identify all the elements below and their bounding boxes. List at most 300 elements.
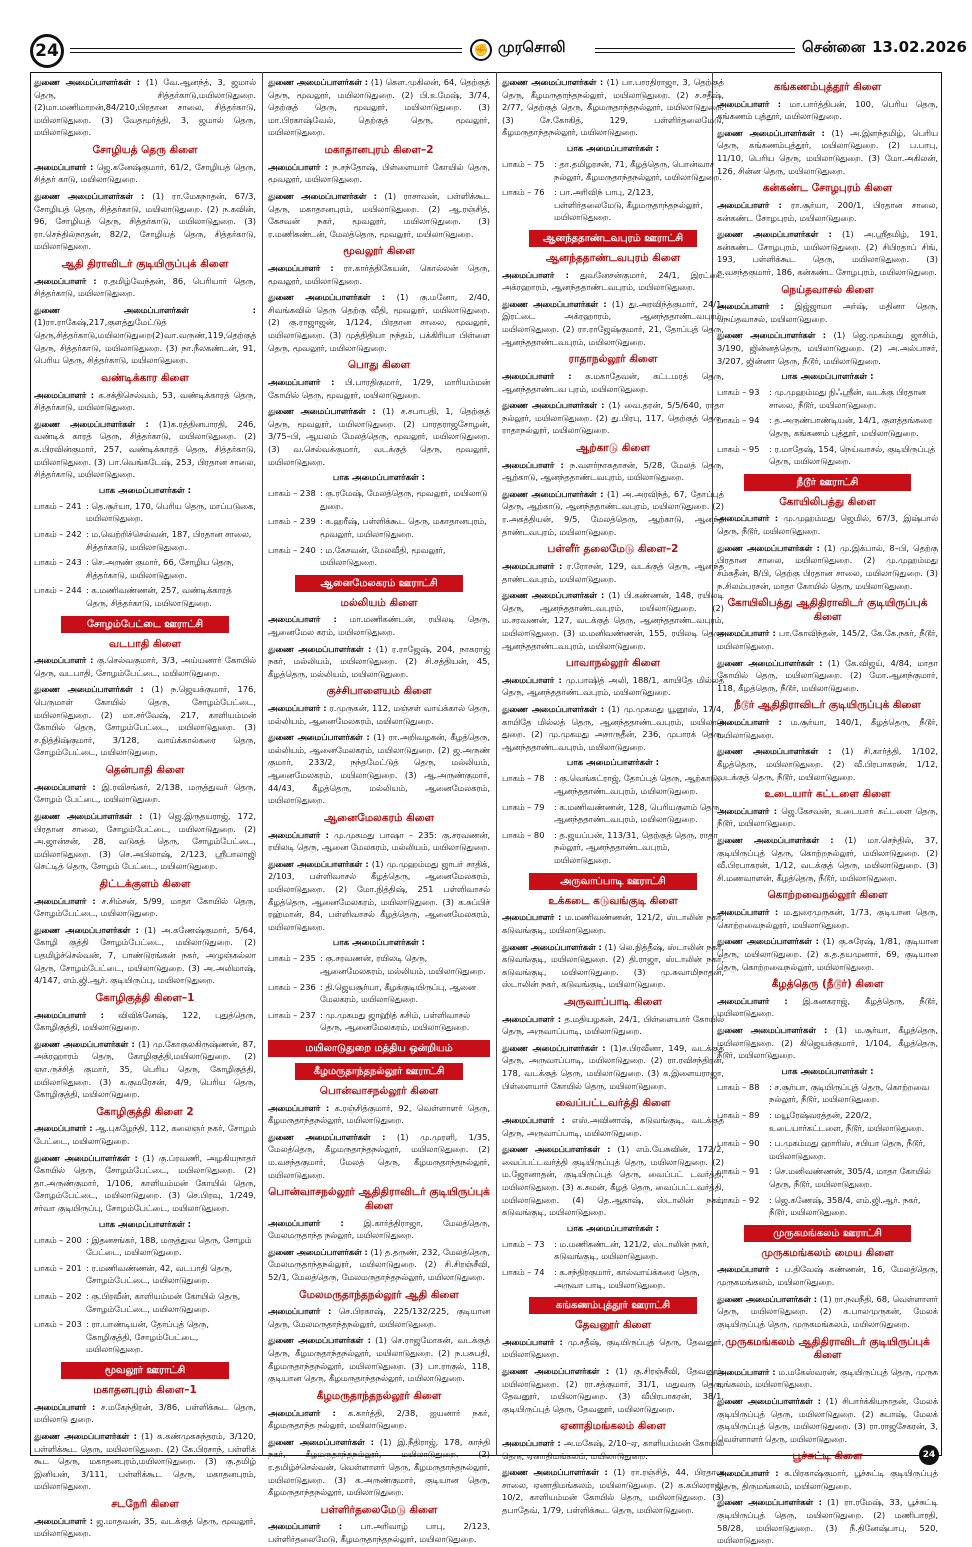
organizer-details: எஸ்.அவினாஷ், கடுவங்குடி, வடக்குத் தெரு, அருவாப்பாடி, மயிலாடுதுறை. — [502, 1114, 724, 1138]
role-label: அமைப்பாளர் : — [717, 199, 782, 210]
booth-subheading: பாக அமைப்பாளர்கள் : — [566, 758, 660, 769]
panchayat-band: மயிலாடுதுறை மத்திய ஒன்றியம் — [268, 1040, 490, 1057]
booth-subheading: பாக அமைப்பாளர்கள் : — [566, 144, 660, 155]
organizer-details: ர.ரோசன், 129, வடக்குத் தெரு, ஆனந்த தாண்டவபுரம், மயிலாடுதுறை. — [502, 560, 724, 584]
organizer-details: ப.திவேஷ் கண்ணன், 16, மேலத்தெரு, முருகமங்கலம், மயிலாடுதுறை. — [717, 1264, 938, 1288]
branch-heading: பாவாநல்லூர் கிளை — [565, 657, 661, 670]
panchayat-band: மூவலூர் ஊராட்சி — [61, 1362, 230, 1379]
role-label: அமைப்பாளர் : — [34, 781, 96, 792]
organizer-details: பா.அரிவாழ் பாபு, 2/123, பள்ளிர்தலைமேடு, கீழமருதாந்தநல்லூர், மயிலாடுதுறை. — [268, 1521, 491, 1545]
organizer-details: ஜெ.கனேஷ்குமார், 61/2, சோழியத் தெரு, சித்தர் காடு, மயிலாடுதுறை. — [34, 161, 256, 185]
booth-number: பாகம் – 78 — [502, 773, 545, 784]
organizer-paragraph — [268, 702, 490, 727]
organizer-paragraph — [268, 262, 490, 287]
branch-heading: சடநேரி கிளை — [111, 1497, 179, 1510]
branch-heading: பூச்சுட்டி கிளை — [792, 1450, 863, 1463]
organizer-details: ம.சூர்யா, 140/1, கீழத்தெரு, நீடூர், மயிலாடுதுறை. — [717, 717, 938, 740]
booth-entry — [502, 801, 724, 826]
booth-entry — [717, 443, 938, 468]
organizer-details: ம.மணிவண்ணன், 121/2, ஸ்டாலின் நகர், கடுவங்குடி, மயிலாடுதுறை. — [502, 912, 724, 935]
role-label: துணை அமைப்பாளர்கள் : — [34, 1152, 138, 1163]
booth-entry — [34, 1318, 256, 1356]
role-label: துணை அமைப்பாளர்கள் : — [717, 1497, 822, 1508]
booth-number: பாகம் – 201 — [34, 1262, 82, 1273]
organizer-paragraph — [502, 941, 724, 991]
organizer-details: (1) பி.கண்ணன், 148, ரயிலடி தெரு, ஆனந்ததாண்டவபுரம், மயிலாடுதுறை. (2) ம.சரவணன், 127, வடக்குத் தெரு, ஆனந்ததாண்டவபுரம், மயிலாடுதுறை. (3) ம.மனிவண்ணன், 155, ரயிலடி தெரு, ஆனந்ததாண்டவபுரம், மயிலாடுதுறை. — [502, 590, 724, 651]
organizer-details: ஜெ.கேசவன், உடையார் கட்டளை தெரு, நீடூர், மயிலாடுதுறை. — [717, 805, 938, 829]
role-label: துணை அமைப்பாளர்கள் : — [34, 1038, 135, 1049]
organizer-details: (1) ஜெ.இருதயராஜ், 172, பிரதான சாலை, சோழம்பேட்டை, மயிலாடுதுறை. (2) அ.ஜான்சன், 28, வடுகத் தெரு, சோழம்பேட்டை, மயிலாடுதுறை. (3) செ.அபிலாஷ், 2/123, ஸ்ரீபாலாஜி செட்டித் தெரு, சோழம் பேட்டை, மயிலாடுதுறை. — [34, 810, 256, 872]
organizer-paragraph — [717, 127, 938, 177]
booth-number: பாகம் – 91 — [717, 1166, 760, 1177]
organizer-paragraph — [502, 1365, 724, 1415]
booth-number: பாகம் – 90 — [717, 1138, 760, 1149]
organizer-paragraph — [268, 1246, 490, 1284]
organizer-details: (1) சிபார்க்கியநாதன், மேலக் குடியிருப்புத் தெரு, மயிலாடுதுறை. (2) சுபாஷ், மேலக் குடியிருப்புத் தெரு, மயிலாடுதுறை. (3) ரா.ராஜசேகரன், 3, வெள்ளாளர் தெரு, மயிலாடுதுறை. — [717, 1396, 938, 1444]
organizer-details: ஜ.மாதவன், 35, வடக்குத் தெரு, மூவலூர், மயிலாடுதுறை. — [34, 1515, 256, 1539]
role-label: அமைப்பாளர் : — [502, 1438, 561, 1449]
organizer-paragraph — [268, 405, 490, 468]
organizer-details: (1) ம.சூர்யா, கீழத்தெரு, மயிலாடுதுறை. (2) கிஜெயக்குமார், 1/104, கீழத்தெரு, நீடூர், மயிலாடுதுறை. — [717, 1025, 938, 1061]
role-label: துணை அமைப்பாளர்கள் : — [502, 298, 607, 309]
role-label: துணை அமைப்பாளர்கள் : — [717, 542, 820, 553]
booth-entry — [34, 1290, 256, 1315]
branch-heading: கொற்றவைநல்லூர் கிளை — [767, 889, 888, 902]
organizer-paragraph — [268, 76, 490, 139]
organizer-paragraph — [502, 76, 724, 139]
role-label: துணை அமைப்பாளர்கள் : — [502, 488, 604, 499]
organizer-details: ர.முருகன், 112, மஞ்சள் வாய்க்கால் தெரு, மல்லியம், ஆனைமேலகரம், மயிலாடுதுறை. — [268, 703, 491, 726]
footer-page-number: 24 — [919, 1445, 939, 1465]
booth-entry — [502, 158, 724, 183]
booth-organizer: : செ.அருண் குமார், 66, சோழிய தெரு, சித்தர்காடு, மயிலாடுதுறை. — [86, 557, 234, 580]
booth-subheading: பாக அமைப்பாளர்கள் : — [332, 938, 426, 949]
branch-heading: கங்கணம்புத்தூர் கிளை — [773, 81, 882, 93]
organizer-details: (1) மு.கோகுலகிருஷ்ணன், 87, அக்ரஹாரம் தெரு, கோழிகுத்தி,மயிலாடுதுறை. (2) ஞா.ருச்சித் குமார், 35, பெரிய தெரு, கோழிகுத்தி, மயிலாடுதுறை. (3) க.குமரேசன், 4/9, பெரிய தெரு, கோழிகுத்தி, மயிலாடுதுறை. — [34, 1038, 256, 1100]
organizer-details: மு.முகமது பாஷா – 235: கு.சரவணன், ரயிலடி தெரு, ஆனை மேலகரம், மல்லியம், மயிலாடுதுறை. — [268, 829, 491, 853]
branch-heading: கோழிகுத்தி கிளை–1 — [95, 991, 195, 1004]
branch-heading: ராதாநல்லூர் கிளை — [568, 353, 658, 366]
organizer-details: க.கார்த்தி, 2/38, ஐயனார் நகர், கீழமருதாந்த நல்லூர், மயிலாடுதுறை. — [268, 1407, 490, 1431]
booth-entry — [717, 1137, 938, 1162]
organizer-paragraph — [34, 924, 256, 987]
panchayat-band: கங்கணம்புத்தூர் ஊராட்சி — [529, 1297, 698, 1314]
organizer-details: (1) வே.ஆனந்த், 3, ஜமால் தெரு, சித்தர்காடு,மயிலாடுதுறை.(2)மா.மணிமாறன்,84/210,பிரதான சாலை, சித்தர்காடு, மயிலாடுதுறை. (3) வேதமூர்த்தி, 3, ஜமால் தெரு, மயிலாடுதுறை. — [34, 77, 256, 138]
booth-organizer: : ஜெ.கணேஷ், 358/4, எம்.ஜி.ஆர். நகர், நீடூர், மயிலாடுதுறை. — [769, 1194, 921, 1218]
booth-entry — [502, 1266, 724, 1291]
booth-organizer: : கு.சரவணன், ரயிலடி தெரு, ஆனைமேலகரம், மல்லியம், மயிலாடுதுறை. — [320, 953, 486, 976]
organizer-paragraph — [717, 512, 938, 537]
organizer-details: மா.மணிகண்டன், ரயிலடி தெரு, ஆனைமேல கரம், மயிலாடுதுறை. — [268, 614, 490, 637]
booth-number: பாகம் – 89 — [717, 1109, 760, 1120]
organizer-details: செ.பிரகாஷ், 225/132/225, குடியான தெரு, மேலமருதாந்தநல்லூர், மயிலாடுதுறை. — [268, 1306, 490, 1329]
branch-heading: உக்கடை கடுவங்குடி கிளை — [548, 894, 678, 907]
branch-heading: மூவலூர் கிளை — [343, 245, 415, 258]
booth-subheading: பாக அமைப்பாளர்கள் : — [781, 1066, 874, 1077]
organizer-paragraph — [34, 1515, 256, 1540]
edition-city: சென்னை — [802, 38, 866, 56]
branch-heading: வண்டிக்கார கிளை — [101, 371, 189, 384]
organizer-paragraph — [717, 300, 938, 325]
booth-number: பாகம் – 93 — [717, 387, 760, 398]
role-label: அமைப்பாளர் : — [717, 98, 782, 109]
role-label: துணை அமைப்பாளர்கள் : — [268, 1335, 371, 1346]
organizer-paragraph — [717, 935, 938, 973]
organizer-paragraph — [717, 1395, 938, 1445]
organizer-paragraph — [717, 1293, 938, 1331]
article-column-1 — [34, 76, 257, 1539]
role-label: துணை அமைப்பாளர்கள் : — [502, 77, 604, 87]
booth-number: பாகம் – 240 — [268, 544, 316, 555]
booth-entry — [717, 1165, 938, 1190]
role-label: துணை அமைப்பாளர்கள் : — [502, 941, 602, 952]
booth-organizer: : இதனசங்கர், 188, மருத்துவ தெரு, சோழம் பேட்டை, மயிலாடுதுறை. — [86, 1234, 252, 1258]
booth-organizer: : தெ.சூர்யா, 170, பெரிய தெரு, மாப்படுகை, மயிலாடுதுறை. — [86, 500, 256, 524]
organizer-paragraph — [717, 98, 938, 123]
panchayat-band: நீடூர் ஊராட்சி — [744, 474, 912, 491]
organizer-details: (1) கு.மனோ, 2/40, சிவங்கவில் தெரு தெற்கு வீதி, மூவலூர், மயிலாடுதுறை. (2) கு.ராஜாஜன், 1/124, பிரதான சாலை, மூவலூர், மயிலாடுதுறை. (3) முத்திதியா நந்தம், பக்கிரியா பிள்ளை தெரு, மூவலூர், மயிலாடுதுறை. — [268, 292, 491, 353]
booth-organizer: : க.சந்திரகுமார், கால்வாய்க்கரை தெரு, அருவா பாடி, மயிலாடுதுறை. — [554, 1266, 700, 1290]
role-label: அமைப்பாளர் : — [34, 1515, 94, 1526]
booth-number: பாகம் – 76 — [502, 187, 545, 198]
role-label: அமைப்பாளர் : — [502, 459, 564, 470]
organizer-paragraph — [268, 829, 490, 854]
panchayat-band: முருகமங்கலம் ஊராட்சி — [744, 1225, 912, 1242]
branch-heading: திட்டக்குளம் கிளை — [99, 877, 191, 890]
booth-entry — [268, 981, 490, 1006]
role-label: அமைப்பாளர் : — [34, 1401, 96, 1412]
paper-logo-icon: ✊ — [470, 39, 492, 61]
panchayat-band: சோழம்பேட்டை ஊராட்சி — [61, 616, 230, 633]
organizer-details: க.ரஞ்சித்குமார், 92, வெள்ளாளர் தெரு, கீழமருதாந்தநல்லூர், மயிலாடுதுறை. — [268, 1102, 490, 1126]
organizer-paragraph — [502, 1437, 724, 1462]
booth-number: பாகம் – 244 — [34, 585, 82, 596]
organizer-details: ர.தமிழ்வேந்தன், 86, பெரியார் தெரு, சித்தர்காடு, மயிலாடுதுறை. — [34, 275, 256, 299]
organizer-details: (1) து.அரவிந்த்குமார், 24/1, இரட்டை அக்ரஹாரம், ஆனந்ததாண்டவபுரம், மயிலாடுதுறை. (2) ரா.ராஜேஷ்குமார், 21, தோப்புத் தெரு, ஆனந்ததாண்டவபுரம், மயிலாடுதுறை. — [502, 298, 724, 347]
organizer-paragraph — [34, 810, 256, 873]
role-label: அமைப்பாளர் : — [717, 1264, 779, 1275]
organizer-paragraph — [717, 805, 938, 830]
organizer-paragraph — [502, 560, 724, 585]
branch-heading: முருகமங்கலம் ஆதிதிராவிடர் குடியிருப்புக் கிளை — [725, 1335, 930, 1362]
organizer-paragraph — [717, 657, 938, 695]
booth-number: பாகம் – 236 — [268, 981, 316, 992]
booth-entry — [268, 952, 490, 977]
organizer-paragraph — [502, 674, 724, 699]
booth-subheading: பாக அமைப்பாளர்கள் : — [332, 473, 426, 484]
booth-organizer: : மயூரேஷ்வரத்தன், 220/2, உடையார்கட்டளை, நீடூர், மயிலாடுதுறை. — [769, 1109, 925, 1133]
role-label: துணை அமைப்பாளர்கள் : — [717, 330, 827, 341]
booth-number: பாகம் – 95 — [717, 443, 760, 454]
organizer-paragraph — [717, 329, 938, 367]
branch-heading: சோழியத் தெரு கிளை — [92, 144, 198, 157]
organizer-paragraph — [502, 911, 724, 936]
organizer-paragraph — [717, 1263, 938, 1288]
booth-entry — [717, 1109, 938, 1134]
organizer-paragraph — [34, 1122, 256, 1147]
role-label: அமைப்பாளர் : — [717, 1468, 779, 1479]
organizer-details: (1) ந.ஜெயக்குமார், 176, பெருமாள் கோயில் தெரு, சோழம்பேட்டை, மயிலாடுதுறை. (2) மா.சர்வேஷ், 217, காளியம்மன் கோயில் தெரு, சோழம்பேட்டை, மயிலாடுதுறை. (3) ச.நித்திஷ்குமார், 3/128, வாய்க்கால்கரை தெரு, சோழம்பேட்டை, மயிலாடுதுறை. — [34, 684, 257, 758]
organizer-paragraph — [717, 1366, 938, 1391]
paper-name: முரசொலி — [498, 38, 566, 56]
branch-heading: ஆற்காடு கிளை — [576, 441, 650, 454]
role-label: துணை அமைப்பாளர்கள் : — [717, 746, 832, 757]
branch-heading: ஆனைமேலகரம் கிளை — [323, 811, 435, 824]
booth-organizer: : கு.வெங்கட்ராஜ், தோப்புத் தெரு, ஆற்காடு, ஆனந்ததாண்டவபுரம், மயிலாடுதுறை. — [554, 773, 721, 796]
role-label: துணை அமைப்பாளர்கள் : — [268, 732, 370, 743]
organizer-details: (1) சி.கார்த்தி, 1/102, கீழத்தெரு, மயிலாடுதுறை. (2) வீ.பிரபாகரன், 1/12, வடக்குத் தெரு, நீடூர், மயிலாடுதுறை. — [717, 746, 938, 782]
organizer-paragraph — [34, 895, 256, 920]
organizer-paragraph — [268, 376, 490, 401]
role-label: அமைப்பாளர் : — [717, 805, 778, 816]
organizer-details: துவனேசன்குமார், 24/1, இரட்டை அக்ரஹாரம், ஆனந்ததாண்டவபுரம், மயிலாடுதுறை. — [502, 269, 724, 293]
role-label: அமைப்பாளர் : — [34, 161, 94, 172]
role-label: துணை அமைப்பாளர்கள் : — [502, 1365, 610, 1376]
role-label: துணை அமைப்பாளர்கள் : — [717, 1025, 828, 1035]
organizer-paragraph — [268, 613, 490, 638]
organizer-paragraph — [268, 1520, 490, 1545]
role-label: துணை அமைப்பாளர்கள் : — [34, 924, 139, 935]
booth-organizer: : க.ஹரீஷ், பள்ளிக்கூட தெரு, மகாதானபுரம், மூவலூர், மயிலாடுதுறை. — [320, 516, 487, 539]
branch-heading: நெய்தவாசல் கிளை — [781, 283, 874, 296]
booth-number: பாகம் – 242 — [34, 528, 82, 539]
organizer-paragraph — [34, 418, 256, 481]
branch-heading: முருகமங்கலம் மைய கிளை — [761, 1246, 894, 1259]
organizer-paragraph — [34, 781, 256, 806]
role-label: துணை அமைப்பாளர்கள் : — [717, 657, 823, 668]
role-label: அமைப்பாளர் : — [502, 269, 569, 280]
organizer-details: (1) ர.ராஜேஷ், 204, நாகராஜ் நகர், மல்லியம், மயிலாடுதுறை. (2) சி.சத்தியன், 45, கீழத்தெரு, மல்லியம், மயிலாடுதுறை. — [268, 643, 490, 679]
organizer-paragraph — [502, 1466, 724, 1516]
booth-organizer: : த.அருண்பாண்டியன், 14/1, குளத்தங்கரை தெரு, கங்கணம் புத்தூர், மயிலாடுதுறை. — [769, 415, 933, 439]
organizer-paragraph — [34, 190, 256, 253]
organizer-paragraph — [34, 161, 256, 186]
organizer-paragraph — [717, 627, 938, 652]
role-label: துணை அமைப்பாளர்கள் : — [502, 704, 605, 715]
organizer-details: இ.கார்த்திராஜா, மேலத்தெரு, மேலமருதாந்த நல்லூர், மயிலாடுதுறை. — [268, 1217, 490, 1241]
booth-subheading: பாக அமைப்பாளர்கள் : — [98, 1219, 192, 1230]
booth-number: பாகம் – 241 — [34, 500, 82, 511]
booth-organizer: : ம.மணிகண்டன், 121/2, ஸ்டாலின் நகர், கடுவங்குடி, மயிலாடுதுறை. — [554, 1238, 710, 1262]
organizer-details: க.மகாதேவன், கட்டமரத் தெரு, ஆனந்ததாண்டவ புரம், மயிலாடுதுறை. — [502, 370, 725, 394]
booth-entry — [717, 1081, 938, 1106]
role-label: துணை அமைப்பாளர்கள் : — [34, 810, 143, 821]
role-label: துணை அமைப்பாளர்கள் : — [268, 1246, 368, 1257]
organizer-paragraph — [502, 703, 724, 753]
organizer-paragraph — [34, 1430, 256, 1493]
organizer-details: (1) லெ.நித்தீஷ், ஸ்டாலின் நகர், கடுவங்குடி, மயிலாடுதுறை. (2) தி.ராஜா, ஸ்டாலின் நகர், கடுவங்குடி, மயிலாடுதுறை. (3) மு.சுவாமிநாதன், ஸ்டாலின் நகர், கடுவங்குடி, மயிலாடுதுறை. — [502, 941, 725, 990]
role-label: துணை அமைப்பாளர்கள் : — [268, 1436, 374, 1447]
branch-heading: குச்சிபாளையம் கிளை — [326, 685, 432, 698]
booth-entry — [34, 556, 256, 581]
organizer-paragraph — [502, 1143, 724, 1219]
branch-heading: பொது கிளை — [347, 359, 411, 372]
role-label: துணை அமைப்பாளர்கள் : — [717, 936, 820, 947]
organizer-details: (1) அ.அரவிந்த், 67, தோப்புத் தெரு, ஆற்காடு, ஆனந்ததாண்டவபுரம், மயிலாடுதுறை. (2) ர.அகத்தியன், 9/5, மேலத்தெரு, ஆற்காடு, ஆனந்த தாண்டவபுரம், மயிலாடுதுறை. — [502, 488, 725, 537]
organizer-details: (1) மா.செந்தில், 37, குடியிருப்புத் தெரு, கொற்றநல்லூர், மயிலாடுதுறை. (2) வீ.பிரபாகரன், 1/12, வடக்குத் தெரு, மயிலாடுதுறை. (3) சி.மணவாளன், கீழத்தெரு, நீடூர், மயிலாடுதுறை. — [717, 835, 938, 883]
panchayat-band: ஆனைமேலகரம் ஊராட்சி — [295, 575, 464, 592]
organizer-paragraph — [268, 1334, 490, 1384]
role-label: அமைப்பாளர் : — [34, 1009, 104, 1020]
organizer-paragraph — [34, 1152, 256, 1215]
organizer-details: மு.முஹம்மது ஜெமில், 67/3, இஷ்பால் தெரு, நீடூர், மயிலாடுதுறை. — [717, 513, 939, 537]
organizer-details: இஜ்ஜாமா அர்ஷ், மதினா தெரு, நெய்தவாசல், மயிலாடுதுறை. — [717, 301, 938, 324]
organizer-details: (1) மு.இக்பால், 8–பி, தெற்கு பிரதான சாலை, மயிலாடுதுறை. (2) மு.முஹம்மது சம்சுதீன், 8/பி, தெற்கு பிரதான சாலை, மயிலாடுதுறை. (3) ந.சிலம்பரசன், மாதா கோயில் தெரு, மயிலாடுதுறை. — [717, 542, 938, 591]
role-label: துணை அமைப்பாளர்கள் : — [502, 1144, 611, 1155]
booth-entry — [502, 1238, 724, 1263]
organizer-details: (1)க.ரத்தினபாரதி, 246, வண்டிக் காரத் தெரு, சித்தர்காடு, மயிலாடுதுறை. (2) க.பிரவின்குமார், 257, வண்டிக்காரத் தெரு, சித்தர்காடு, மயிலாடுதுறை. (3) பா.வெங்கடேஷ், 253, பிரதான சாலை, சித்தர்காடு, மயிலாடுதுறை. — [34, 418, 257, 480]
organizer-details: ம.மகேஸ்வரன், குடியிருப்புத் தெரு, முருக மங்கலம், மயிலாடுதுறை. — [717, 1366, 938, 1390]
role-label: துணை அமைப்பாளர்கள் : — [34, 418, 149, 429]
organizer-details: ச.மகேந்திரன், 3/86, பள்ளிக்கூட தெரு, மயிலாடு துறை. — [34, 1401, 256, 1425]
organizer-paragraph — [502, 399, 724, 437]
booth-organizer: : ம.வெற்றிச்செல்வன், 187, பிரதான சாலை, சித்தர்காடு, மயிலாடுதுறை. — [86, 528, 252, 552]
branch-heading: வைப்பட்டவர்த்தி கிளை — [555, 1097, 671, 1110]
page-number-badge: 24 — [30, 34, 64, 68]
panchayat-band: அருவாப்பாடி ஊராட்சி — [529, 873, 698, 890]
branch-heading: மேலமருதாந்தநல்லூர் ஆதி கிளை — [299, 1288, 459, 1301]
booth-organizer: : தி.ஜெயசூர்யா, கீழக்குடியிருப்பு, ஆனை மேலகரம், மயிலாடுதுறை. — [320, 981, 476, 1005]
organizer-details: (1) மு.முகமது யூனூஸ், 17/4, காயிதே மில்லத் தெரு, ஆனந்ததாண்டவபுரம், மயிலாடு துறை. (2) மு.முகமது அசாருதீன், 236, முபாரக் தெரு, ஆனந்ததாண்டவபுரம், மயிலாடுதுறை. — [502, 704, 724, 752]
role-label: துணை அமைப்பாளர்கள் : — [502, 400, 605, 411]
role-label: அமைப்பாளர் : — [502, 674, 562, 685]
organizer-details: (1) பா.பாரதிராஜா, 3, தெற்குத் தெரு, கீழமருதாந்தநல்லூர், மயிலாடுதுறை. (2) ச.சதீஷ், 2/77, தெற்குத் தெரு, கீழமருதாந்தநல்லூர், மயிலாடுதுறை. (3) சே.கோகித், 129, பள்ளிர்தலைமேடு, கீழமருதாந்தநல்லூர், மயிலாடுதுறை. — [502, 77, 725, 138]
organizer-details: (1) க.கண்முகசுந்தரம், 3/120, பள்ளிக்கூட தெரு, மயிலாடுதுறை. (2) கே.பிரசாந், பள்ளிக் கூட தெரு, மகாதனபுரம்,மயிலாடுதுறை. (3) கு.தமிழ் இனியன், 3/111, பள்ளிக்கூட தெரு, மகாதனபுரம், மயிலாடுதுறை. — [34, 1430, 256, 1492]
booth-number: பாகம் – 239 — [268, 516, 316, 527]
role-label: துணை அமைப்பாளர்கள் : — [268, 858, 369, 869]
booth-organizer: : ரா.பாண்டியன், தோப்புத் தெரு, கோழிகுத்தி, சோழம்பேட்டை, மயிலாடுதுறை. — [86, 1319, 210, 1355]
organizer-details: மு.சதீஷ், குடியிருப்புத் தெரு, தேவனூர், மயிலாடுதுறை. — [502, 1336, 724, 1360]
branch-heading: வடபாதி கிளை — [109, 637, 181, 650]
organizer-details: மா.பார்த்திபன், 100, பெரிய தெரு, கங்கணம் புத்தூர், மயிலாடுதுறை. — [717, 98, 938, 122]
column-divider — [262, 72, 263, 1456]
branch-heading: அருவாப்பாடி கிளை — [563, 995, 663, 1008]
organizer-details: ந.வளர்நாகதாசன், 5/28, மேலத் தெரு, ஆற்காடு, ஆனந்ததாண்டவபுரம், மயிலாடுதுறை. — [502, 459, 724, 483]
role-label: துணை அமைப்பாளர்கள் : — [502, 590, 605, 601]
organizer-paragraph — [717, 1024, 938, 1062]
organizer-paragraph — [502, 269, 724, 294]
organizer-paragraph — [502, 1336, 724, 1361]
branch-heading: தேவனூர் கிளை — [575, 1319, 651, 1332]
branch-heading: ஆதி திராவிடர் குடியிருப்புக் கிளை — [61, 257, 229, 270]
organizer-paragraph — [34, 1038, 256, 1101]
branch-heading: ஆனந்ததாண்டவபுரம் கிளை — [545, 252, 681, 264]
booth-entry — [34, 500, 256, 525]
branch-heading: கோயிலிபத்து ஆதிதிராவிடர் குடியிருப்புக் கிளை — [727, 597, 928, 623]
role-label: அமைப்பாளர் : — [717, 301, 784, 312]
organizer-paragraph — [268, 858, 490, 934]
role-label: துணை அமைப்பாளர்கள் : — [34, 1430, 137, 1441]
booth-number: பாகம் – 237 — [268, 1009, 316, 1020]
organizer-paragraph — [268, 1131, 490, 1181]
organizer-details: (1) கு.சிரஞ்சீவி, தேவனூர், மயிலாடுதுறை. (2) ரா.சத்குமார், 31/1, மதுவரு தெரு, தேவனூர், மயிலாடுதுறை. (3) வீபிரபாகரன், 38/1, குடியிருப்புத் தெரு, தேவனூர், மயிலாடுதுறை. — [502, 1365, 725, 1414]
branch-heading: நீடூர் ஆதிதிராவிடர் குடியிருப்புக் கிளை — [734, 699, 921, 712]
organizer-details: விவிக்னேஷ், 122, புதுத்தெரு, கோழிகுத்தி, மயிலாடுதுறை. — [34, 1009, 256, 1033]
panchayat-band: கீழமருதாந்தநல்லூர் ஊராட்சி — [295, 1063, 464, 1080]
organizer-paragraph — [717, 716, 938, 741]
booth-organizer: : ர.மாதேஷ், 154, நெய்வாசல், குடியிருப்புத் தெரு, மயிலாடுதுறை. — [769, 443, 936, 467]
organizer-details: ம.துரைமுருகன், 1/73, குடியான தெரு, கொற்றவைநல்லூர், மயிலாடுதுறை. — [717, 907, 938, 930]
role-label: அமைப்பாளர் : — [268, 161, 329, 172]
organizer-paragraph — [717, 1467, 938, 1492]
role-label: துணை அமைப்பாளர்கள் : — [717, 229, 832, 240]
role-label: அமைப்பாளர் : — [717, 628, 776, 639]
booth-organizer: : மு.முஹம்மது நிஃஸ்ரீன், வடக்கு பிரதான சாலை, நீடூர், மயிலாடுதுறை. — [769, 387, 926, 410]
organizer-details: (1) இ.நீதிராஜ், 178, காந்தி நகர், கீழமருதாந்தநல்லூர், மயிலாடுதுறை. (2) ர.தமிழ்ச்செல்வன், வெள்ளாளர் தெரு, கீழமருதாந்தநல்லூர், மயிலாடுதுறை. (3) க.அருண்குமார், குடியான தெரு, கீழமருதாந்தநல்லூர், மயிலாடுதுறை. — [268, 1436, 491, 1498]
role-label: துணை அமைப்பாளர்கள் : — [717, 835, 834, 846]
role-label: துணை அமைப்பாளர்கள் : — [268, 406, 376, 417]
branch-heading: கோயிலிபத்து கிளை — [779, 495, 876, 508]
organizer-details: பி.பாரதிகுமார், 1/29, மாரியம்மன் கோயில் தெரு, மூவலூர், மயிலாடுதுறை. — [268, 376, 490, 400]
booth-entry — [34, 1262, 256, 1287]
role-label: துணை அமைப்பாளர்கள் : — [268, 190, 378, 201]
role-label: துணை அமைப்பாளர்கள் : — [717, 127, 825, 138]
booth-number: பாகம் – 88 — [717, 1081, 760, 1092]
organizer-details: (1) கௌ.முகிலன், 64, தெற்குத் தெரு, மூவலூர், மயிலாடுதுறை. (2) பி.உமேஷ், 3/74, தெற்குத் தெரு, மூவலூர், மயிலாடுதுறை. (3) மா.பிரகாஷ்வேல், தெற்குத் தெரு, மூவலூர், மயிலாடுதுறை. — [268, 77, 490, 138]
role-label: அமைப்பாளர் : — [34, 389, 95, 400]
role-label: அமைப்பாளர் : — [502, 1114, 565, 1125]
branch-heading: பொன்வாசநல்லூர் கிளை — [319, 1085, 439, 1097]
booth-number: பாகம் – 202 — [34, 1291, 82, 1302]
role-label: அமைப்பாளர் : — [502, 560, 563, 571]
organizer-details: (1) மு.முஹம்மது ஜாபர் சாதிக், 2/103, பள்ளிவாசல் கீழத்தெரு, ஆனைமேலகரம், மயிலாடுதுறை. (2) மோ.நித்திஷ், 251 பள்ளிவாசல் கீழத்தெரு, ஆனைமேலகரம், மயிலாடுதுறை. (3) க.சுப்பிச் ரஹ்மான், 84, பள்ளிவாசல் கீழத்தெரு, ஆனைமேலகரம், மயிலாடுதுறை. — [268, 858, 490, 932]
organizer-paragraph — [34, 1401, 256, 1426]
organizer-details: (1) ஜெ.முகம்மது ஜாசிம், 3/190, ஜின்னத்தெரு, மயிலாடுதுறை. (2) அ.அல்பாசர், 3/207, ஜின்னா தெரு, நீடூர், மயிலாடுதுறை. — [717, 330, 938, 366]
organizer-details: ரா.சூர்யா, 200/1, பிரதான சாலை, கன்கண்ட சோழபுரம், மயிலாடுதுறை. — [717, 199, 938, 223]
role-label: அமைப்பாளர் : — [268, 1102, 330, 1113]
role-label: துணை அமைப்பாளர்கள் : — [34, 190, 145, 201]
organizer-details: இ.கனகராஜ், கீழத்தெரு, நீடூர், மயிலாடுதுறை. — [717, 995, 938, 1019]
branch-heading: கீழமருதாந்தநல்லூர் கிளை — [316, 1389, 442, 1402]
organizer-paragraph — [268, 643, 490, 681]
organizer-details: ரா.கார்த்திகேயன், கொல்லன் தெரு, மூவலூர், மயிலாடுதுறை. — [268, 262, 490, 286]
organizer-details: (1) கு.ப்ரவணி, அழகியநாதர் கோயில் தெரு, சோழம்பேட்டை, மயிலாடுதுறை. (2) தா.அருண்குமார், 1/106, காளியம்மன் கோயில் தெரு, சோழம்பேட்டை, மயிலாடுதுறை. (3) செ.பிரவு, 1/249, சர்வா குடியிருப்பு, சோழம்பேட்டை, மயிலாடுதுறை. — [34, 1152, 257, 1214]
organizer-details: த.மதியழகன், 24/1, பிள்ளையார் கோயில் தெரு, அருவாப்பாடி, மயிலாடுதுறை. — [502, 1013, 724, 1037]
booth-subheading: பாக அமைப்பாளர்கள் : — [781, 372, 874, 383]
role-label: அமைப்பாளர் : — [268, 1217, 344, 1228]
booth-organizer: : செ.மனிவண்ணன், 305/4, மாதா கோயில் தெரு, நீடூர், மயிலாடுதுறை. — [769, 1166, 931, 1189]
role-label: அமைப்பாளர் : — [268, 614, 337, 625]
booth-number: பாகம் – 92 — [717, 1194, 760, 1205]
role-label: அமைப்பாளர் : — [34, 655, 94, 666]
organizer-details: ஆ.புகழேந்தி, 112, கலைஞர் நகர், சோழம் பேட்டை, மயிலாடுதுறை. — [34, 1123, 256, 1147]
booth-organizer: : கு.ரமேஷ், மேலத்தெரு, மூவலூர், மயிலாடு துறை. — [320, 488, 488, 511]
organizer-paragraph — [717, 1496, 938, 1546]
organizer-details: (1) எம்.யேசுவின், 172/2, வைப்பட்டவர்த்தி குடியிருப்புத் தெரு, மயிலாடுதுறை. (2) ம.ஜோனாதன், குடியிருப்புத் தெரு, வைப்பட் டவர்த்தி, மயிலாடுதுறை. (3) க.சுமன், கீழத் தெரு, வைப்பட்டவர்த்தி, மயிலாடுதுறை. (4) தெ.ஆகாஷ், ஸ்டாலின் நகர், கடுவங்குடி, மயிலாடுதுறை. — [502, 1144, 725, 1218]
masthead — [30, 34, 967, 68]
booth-number: பாகம் – 243 — [34, 557, 82, 568]
organizer-paragraph — [717, 199, 938, 224]
organizer-details: (1)ச.பிரவீனா, 149, வடக்குத் தெரு, அருவாப்பாடி, மயிலாடுதுறை. (2) ரா.ரவிசந்திரன், 178, வடக்குத் தெரு, மயிலாடுதுறை. (3) க.இளையராஜா, பிள்ளையார் கோயில் தெரு, மயிலாடுதுறை. — [502, 1042, 725, 1091]
organizer-details: ச.சிம்சன், 5/99, மாதா கோயில் தெரு, சோழம்பேட்டை, மயிலாடுதுறை. — [34, 895, 256, 919]
role-label: அமைப்பாளர் : — [34, 895, 96, 906]
organizer-paragraph — [717, 906, 938, 931]
booth-entry — [502, 829, 724, 867]
booth-entry — [268, 1009, 490, 1034]
organizer-details: (1) ராசாவன், பள்ளிக்கூட தெரு, மகாதானபுரம், மயிலாடுதுறை. (2) ஆ.ரஞ்சித், கேசவன் நகர், மூவலூர், மயிலாடுதுறை. (3) ர.மணிகண்டன், மேலத்தெரு, மூவலூர், மயிலாடுதுறை. — [268, 190, 491, 239]
panchayat-band: ஆனந்ததாண்டவபுரம் ஊராட்சி — [529, 230, 698, 247]
organizer-paragraph — [34, 654, 256, 679]
organizer-details: பா.கோவிந்தன், 145/2, கே.கே.நகர், நீடூர், மயிலாடுதுறை. — [717, 628, 938, 652]
branch-heading: பள்ளிர்தலைமேடு கிளை — [320, 1503, 438, 1516]
booth-entry — [717, 414, 938, 439]
role-label: அமைப்பாளர் : — [717, 907, 779, 918]
organizer-details: க.சக்திசெல்வம், 53, வண்டிக்காரத் தெரு, சித்தர்காடு, மயிலாடுதுறை. — [34, 389, 256, 413]
organizer-details: (1) ரா.அறிவழகன், கீழத்தெரு, மல்லியம், ஆனைமேலகரம், மயிலாடுதுறை. (2) ஜ.அருண் குமார், 233/2, நந்தமேட்டுத் தெரு, மல்லியம், ஆனைமேலகரம், மயிலாடுதுறை. (3) ஆ.அருண்குமார், 44/43, கீழத்தெரு, மல்லியம், ஆனைமேலகரம், மயிலாடுதுறை. — [268, 732, 491, 806]
booth-number: பாகம் – 203 — [34, 1319, 82, 1330]
organizer-paragraph — [717, 995, 938, 1020]
booth-organizer: : பா.அரிவிந் பாபு, 2/123, பள்ளிர்தலைமேடு, கீழமருதாந்தநல்லூர், மயிலாடுதுறை. — [554, 187, 703, 223]
